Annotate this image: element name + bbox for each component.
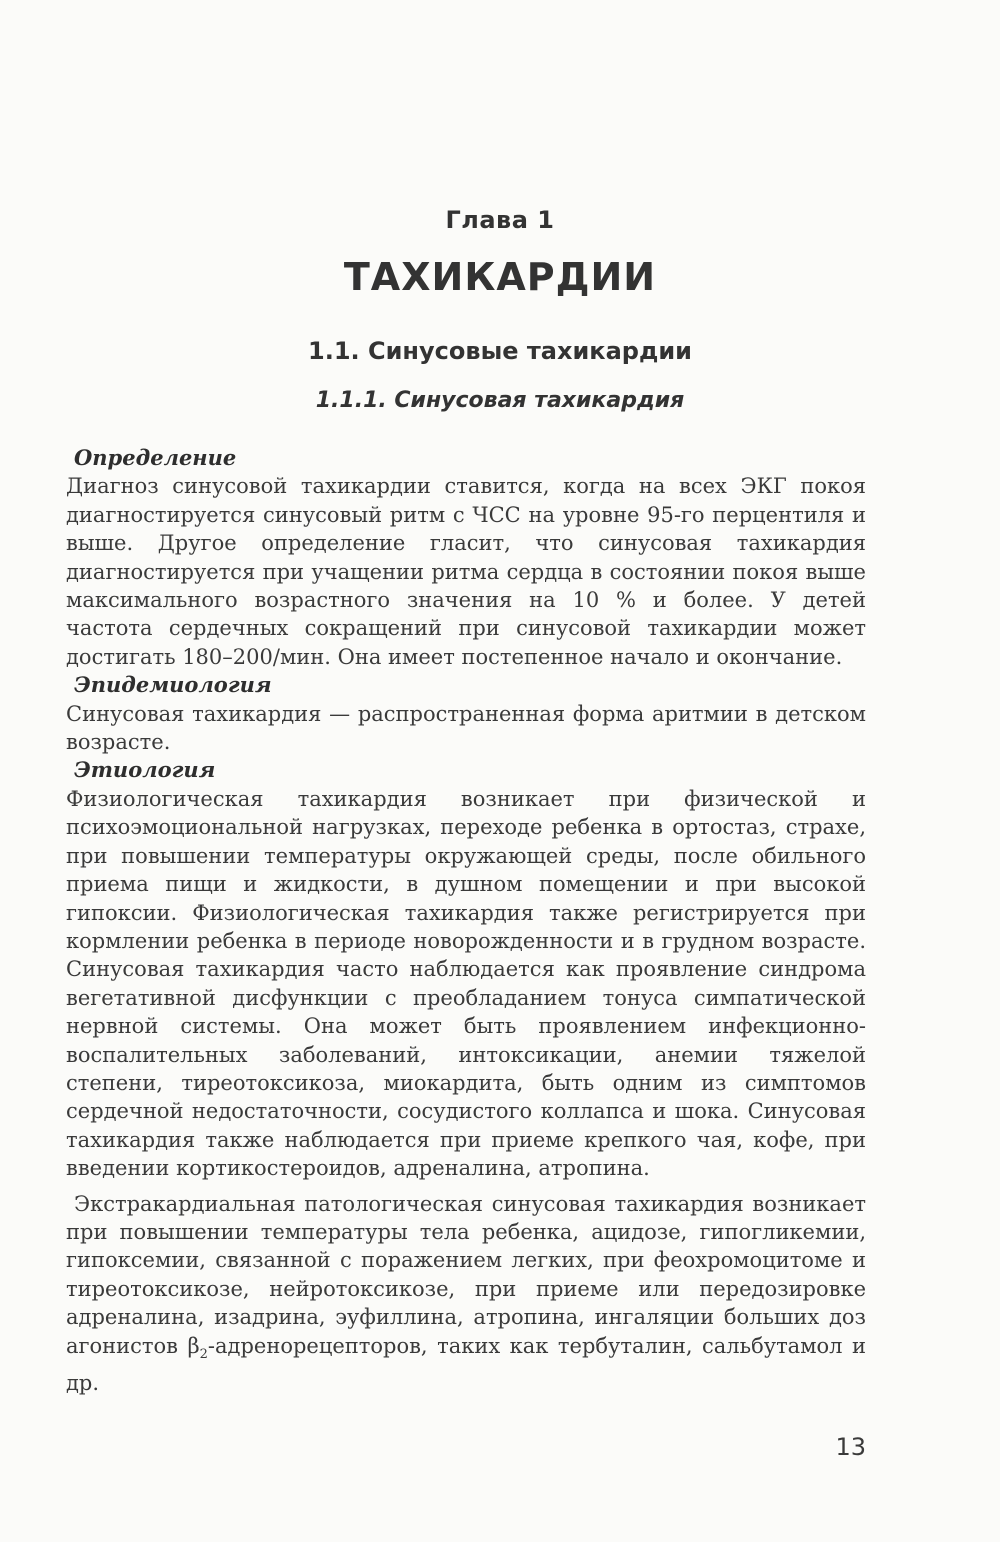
section-title: 1.1. Синусовые тахикардии: [308, 337, 692, 365]
etiology-paragraph-1: Физиологическая тахикардия возникает при физической и психоэмоциональной нагрузках, переходе ребенка в ортостаз, страхе, при повышении температуры окружающей среды, после обильного приема пищи и жидкости, в душном помещении и при высокой гипоксии. Физиологическая тахикардия также регистрируется при кормлении ребенка в периоде новорожденности и в грудном возрасте. Синусовая тахикардия часто наблюдается как проявление синдрома вегетативной дисфункции с преобладанием тонуса симпатической нервной системы. Она может быть проявлением инфекционно-воспалительных заболеваний, интоксикации, анемии тяжелой степени, тиреотоксикоза, миокардита, быть одним из симптомов сердечной недостаточности, сосудистого коллапса и шока. Синусовая тахикардия также наблюдается при приеме крепкого чая, кофе, при введении кортикостероидов, адреналина, атропина.: [66, 786, 866, 1181]
chapter-label: Глава 1: [445, 206, 555, 234]
body-text: [66, 444, 866, 1398]
subsection-title: 1.1.1. Синусовая тахикардия: [315, 388, 685, 413]
epidemiology-heading: Эпидемиология: [74, 672, 272, 698]
definition-paragraph: Диагноз синусовой тахикардии ставится, когда на всех ЭКГ покоя диагностируется синусовый ритм с ЧСС на уровне 95-го перцентиля и выше. Другое определение гласит, что синусовая тахикардия диагностируется при учащении ритма сердца в состоянии покоя выше максимального возрастного значения на 10 % и более. У детей частота сердечных сокращений при синусовой тахикардии может достигать 180–200/мин. Она имеет постепенное начало и окончание.: [66, 474, 866, 669]
etiology-paragraph-2: [66, 1190, 866, 1398]
beta-symbol: β: [187, 1333, 200, 1358]
page-number: 13: [835, 1433, 866, 1461]
etiology-paragraph-2-start: Экстракардиальная патологическая синусовая тахикардия возникает при повышении температуры тела ребенка, ацидозе, гипогликемии, гипоксемии, связанной с поражением легких, при феохромоцитоме и тиреотоксикозе, нейротоксикозе, при приеме или передозировке адреналина, изадрина, эуфиллина, атропина, ингаляции больших доз агонистов: [66, 1191, 866, 1358]
chapter-title: ТАХИКАРДИИ: [343, 255, 657, 299]
beta-subscript: 2: [199, 1346, 208, 1362]
etiology-heading: Этиология: [74, 757, 216, 783]
etiology-paragraph-2-end: -адренорецепторов, таких как тербуталин, сальбутамол и др.: [66, 1333, 866, 1396]
epidemiology-paragraph: Синусовая тахикардия — распространенная форма аритмии в детском возрасте.: [66, 701, 866, 755]
definition-heading: Определение: [74, 445, 237, 470]
